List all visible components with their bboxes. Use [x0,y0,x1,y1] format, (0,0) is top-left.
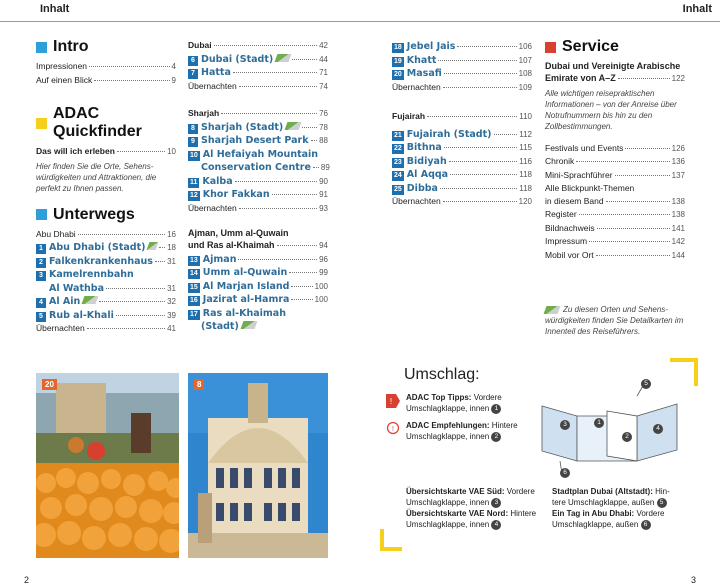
toc-entry[interactable]: 19 Khatt 107 [394,54,532,66]
detail-map-note: Zu diesen Orten und Sehens-würdigkeiten finden Sie Detailkarten im Innenteil des Reiseführers. [545,305,684,336]
toc-entry[interactable]: 8 Sharjah (Stadt) 78 [188,121,328,135]
legend-stadtplan-dubai: Stadtplan Dubai (Altstadt): Hin- [552,487,670,496]
header-divider [0,21,720,22]
marker-icon: 2 [491,432,501,442]
marker-icon: 4 [653,424,663,434]
marker-icon: 6 [560,468,570,478]
toc-column-4 [545,38,685,343]
market-photo-image [36,373,179,558]
toc-entry[interactable]: 15 Al Marjan Island 100 [190,280,328,292]
umschlag-legend-bottom-left: Übersichtskarte VAE Süd: Vordere Umschlagklappe, innen 3 Übersichtskarte VAE Nord: Hintere Umschlagklappe, innen 4 [406,486,546,530]
toc-entry[interactable]: 3 Kamelrennbahn [36,268,176,282]
toc-region[interactable]: Dubai 42 [188,40,328,50]
building-photo-image [188,373,328,558]
toc-entry[interactable]: 25 Dibba 118 [394,182,532,194]
marker-icon: 5 [641,379,651,389]
recommendation-icon [386,422,400,436]
toc-entry[interactable]: Auf einen Blick 9 [36,74,176,85]
corner-bracket-icon [380,527,404,551]
umschlag-title: Umschlag: [404,366,480,383]
toc-entry[interactable]: Mobil vor Ort 144 [545,249,685,260]
toc-entry[interactable]: 23 Bidiyah 116 [394,155,532,167]
marker-icon: 1 [491,404,501,414]
toc-entry[interactable]: 12 Khor Fakkan 91 [190,189,328,200]
legend-top-tipps: ADAC Top Tipps: Vordere [406,393,502,402]
toc-entry[interactable]: 21 Fujairah (Stadt) 112 [394,128,532,140]
service-head-cont[interactable]: Emirate von A–Z 122 [545,73,685,83]
svg-text:!: ! [389,397,393,406]
toc-entry[interactable]: Impressionen 4 [36,61,176,71]
toc-entry[interactable]: 18 Jebel Jais 106 [394,41,532,52]
toc-entry[interactable]: 1 Abu Dhabi (Stadt) 18 [36,241,176,255]
toc-region[interactable]: Ajman, Umm al-Quwain [188,228,289,238]
toc-entry[interactable]: 7 Hatta 71 [188,66,328,80]
detail-map-icon [285,122,302,130]
legend-vae-nord: Übersichtskarte VAE Nord: Hintere [406,509,537,518]
photo-badge: 20 [42,379,57,390]
legend-vae-sued: Übersichtskarte VAE Süd: Vordere [406,487,535,496]
toc-region-cont[interactable]: und Ras al-Khaimah 94 [188,240,328,250]
section-marker-icon [36,209,47,220]
toc-stay[interactable]: Übernachten 41 [36,323,176,333]
section-service: Service [545,38,685,56]
marker-icon: 1 [594,418,604,428]
umschlag-legend-top: ! ADAC Top Tipps: Vordere Umschlagklappe, innen 1 ! ADAC Empfehlungen: Hintere Umschlagklappe, innen 2 [386,392,526,442]
marker-icon: 3 [491,498,501,508]
toc-stay[interactable]: Übernachten 74 [188,80,328,91]
service-head[interactable]: Dubai und Vereinigte Arabische [545,61,681,71]
top-tip-icon [386,394,400,408]
cover-fold-diagram [532,376,692,486]
toc-stay[interactable]: Übernachten 93 [188,202,328,213]
marker-icon: 3 [560,420,570,430]
detail-map-icon [147,242,159,250]
svg-text:!: ! [392,426,394,433]
marker-icon: 2 [622,432,632,442]
toc-entry[interactable]: 6 Dubai (Stadt) 44 [188,53,328,67]
detail-map-icon [544,306,561,314]
toc-column-1 [36,38,176,336]
toc-stay[interactable]: Übernachten 109 [392,81,532,92]
service-note: Alle wichtigen reisepraktischen Informationen – von der Anreise über Notrufnummern bis hin zu den Zollbestimmungen. [545,88,677,131]
toc-entry-cont[interactable]: Conservation Centre 89 [201,162,330,173]
toc-column-2 [188,39,328,334]
toc-region[interactable]: Fujairah 110 [392,111,532,121]
toc-region[interactable]: Sharjah 76 [188,108,328,118]
toc-entry[interactable]: 16 Jazirat al-Hamra 100 [190,294,328,305]
marker-icon: 4 [491,520,501,530]
toc-entry[interactable]: Mini-Sprachführer 137 [545,169,685,180]
toc-entry-cont[interactable]: (Stadt) [188,320,328,334]
marker-icon: 6 [641,520,651,530]
page-number-right: 3 [690,575,696,585]
photo-market-oranges [36,373,179,558]
toc-entry[interactable]: 2 Falkenkrankenhaus 31 [36,255,176,269]
toc-entry[interactable]: 5 Rub al-Khali 39 [36,309,176,323]
toc-entry[interactable]: in diesem Band 138 [545,195,685,206]
toc-entry[interactable]: 22 Bithna 115 [394,142,532,153]
toc-entry-cont[interactable]: Al Wathba 31 [49,282,176,294]
detail-map-icon [240,321,257,329]
section-unterwegs: Unterwegs [36,206,176,224]
page-number-left: 2 [24,575,30,585]
page-header [0,0,720,18]
header-right: Inhalt [682,3,712,15]
toc-entry[interactable]: 10 Al Hefaiyah Mountain [190,148,319,160]
toc-entry[interactable]: 9 Sharjah Desert Park 88 [188,134,328,148]
section-intro: Intro [36,38,176,56]
photo-sharjah-building [188,373,328,558]
legend-empfehlungen: ADAC Empfehlungen: Hintere [406,421,518,430]
toc-entry[interactable]: Register 138 [545,209,685,219]
legend-tag-abu-dhabi: Ein Tag in Abu Dhabi: Vordere [552,509,665,518]
toc-entry[interactable]: Das will ich erleben 10 [36,146,176,156]
toc-stay[interactable]: Übernachten 120 [392,196,532,206]
quickfinder-note: Hier finden Sie die Orte, Sehens-würdigkeiten und Attraktionen, die perfekt zu Ihnen passen. [36,161,157,193]
toc-entry[interactable]: 14 Umm al-Quwain 99 [190,267,328,278]
umschlag-legend-bottom-right: Stadtplan Dubai (Altstadt): Hin- tere Umschlagklappe, außen 5 Ein Tag in Abu Dhabi: Vordere Umschlagklappe, außen 6 [552,486,702,530]
toc-entry[interactable]: 24 Al Aqqa 118 [394,169,532,180]
toc-entry[interactable]: Alle Blickpunkt-Themen [545,183,635,193]
toc-entry[interactable]: Bildnachweis 141 [545,222,685,233]
photo-badge: 8 [194,379,204,390]
umschlag-section [382,362,712,562]
toc-column-3 [392,40,532,209]
toc-region[interactable]: Abu Dhabi 16 [36,228,176,239]
section-marker-icon [545,42,556,53]
toc-entry[interactable]: Impressum 142 [545,236,685,246]
toc-entry[interactable]: 17 Ras al-Khaimah [190,307,286,319]
section-marker-icon [36,118,47,129]
toc-entry[interactable]: 11 Kalba 90 [190,175,328,187]
header-left: Inhalt [40,3,70,15]
toc-entry[interactable]: 20 Masafi 108 [394,68,532,79]
toc-entry[interactable]: 4 Al Ain 32 [36,295,176,309]
toc-entry[interactable]: Chronik 136 [545,156,685,166]
section-quickfinder: ADAC Quickfinder [36,105,176,141]
detail-map-icon [275,54,292,62]
toc-entry[interactable]: Festivals und Events 126 [545,142,685,153]
detail-map-icon [82,296,99,304]
marker-icon: 5 [657,498,667,508]
toc-entry[interactable]: 13 Ajman 96 [190,253,328,265]
section-marker-icon [36,42,47,53]
